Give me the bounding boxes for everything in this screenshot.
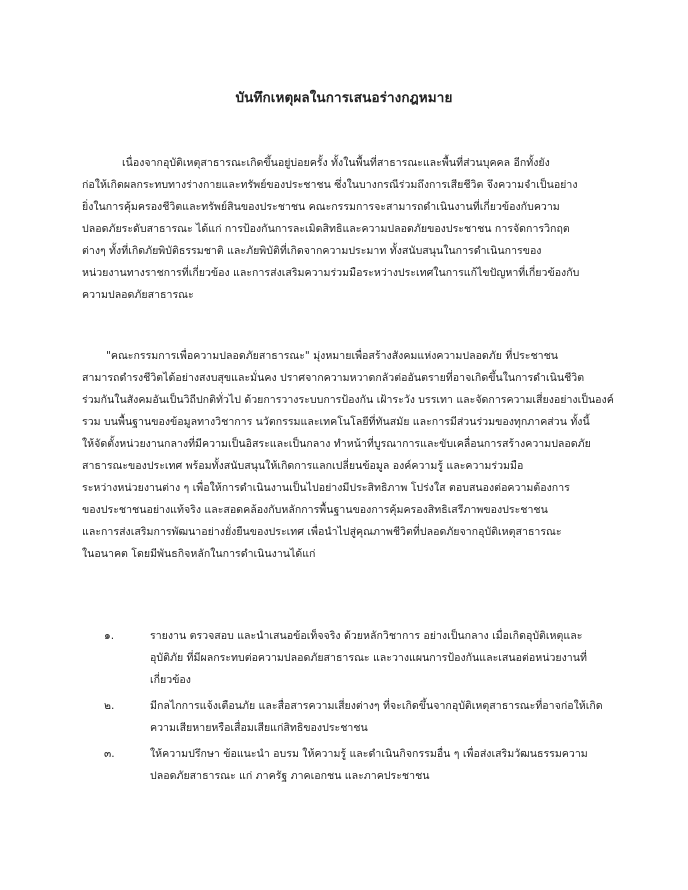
paragraph-line: ก่อให้เกิดผลกระทบทางร่างกายและทรัพย์ของประชาชน ซึ่งในบางกรณีร่วมถึงการเสียชีวิต จึงความจำเป็นอย่าง	[82, 179, 578, 191]
mission-number: ๑.	[104, 630, 115, 642]
paragraph-line: ปลอดภัยระดับสาธารณะ ได้แก่ การป้องกันการละเมิดสิทธิและความปลอดภัยของประชาชน การจัดการวิกฤต	[82, 223, 570, 235]
paragraph-line: รวม บนพื้นฐานของข้อมูลทางวิชาการ นวัตกรรมและเทคโนโลยีที่ทันสมัย และการมีส่วนร่วมของทุกภาคส่วน ทั้งนี้	[82, 416, 590, 428]
paragraph-line: ของประชาชนอย่างแท้จริง และสอดคล้องกับหลักการพื้นฐานของการคุ้มครองสิทธิเสรีภาพของประชาชน	[82, 504, 548, 516]
paragraph-line: ให้จัดตั้งหน่วยงานกลางที่มีความเป็นอิสระและเป็นกลาง ทำหน้าที่บูรณาการและขับเคลื่อนการสร้างความปลอดภัย	[82, 438, 591, 450]
mission-line: รายงาน ตรวจสอบ และนำเสนอข้อเท็จจริง ด้วยหลักวิชาการ อย่างเป็นกลาง เมื่อเกิดอุบัติเหตุและ	[150, 630, 583, 642]
mission-line: มีกลไกการแจ้งเตือนภัย และสื่อสารความเสี่ยงต่างๆ ที่จะเกิดขึ้นจากอุบัติเหตุสาธารณะที่อาจก่อให้เกิด	[150, 700, 603, 712]
mission-line: ปลอดภัยสาธารณะ แก่ ภาครัฐ ภาคเอกชน และภาคประชาชน	[150, 770, 430, 782]
paragraph-line: ในอนาคต โดยมีพันธกิจหลักในการดำเนินงานได้แก่	[82, 548, 316, 560]
document-title: บันทึกเหตุผลในการเสนอร่างกฎหมาย	[235, 90, 453, 106]
paragraph-line: ระหว่างหน่วยงานต่าง ๆ เพื่อให้การดำเนินงานเป็นไปอย่างมีประสิทธิภาพ โปร่งใส ตอบสนองต่อความต้องการ	[82, 482, 570, 494]
mission-line: ความเสียหายหรือเสื่อมเสียแก่สิทธิของประชาชน	[150, 722, 368, 734]
paragraph-line: เนื่องจากอุบัติเหตุสาธารณะเกิดขึ้นอยู่บ่อยครั้ง ทั้งในพื้นที่สาธารณะและพื้นที่ส่วนบุคคล อีกทั้งยัง	[122, 157, 550, 169]
mission-number: ๓.	[104, 748, 115, 760]
paragraph-line: ร่วมกันในสังคมอันเป็นวิถีปกติทั่วไป ด้วยการวางระบบการป้องกัน เฝ้าระวัง บรรเทา และจัดการความเสี่ยงอย่างเป็นองค์	[82, 394, 614, 406]
paragraph-line: ต่างๆ ทั้งที่เกิดภัยพิบัติธรรมชาติ และภัยพิบัติที่เกิดจากความประมาท ทั้งสนับสนุนในการดำเนินการของ	[82, 245, 542, 257]
paragraph-line: สาธารณะของประเทศ พร้อมทั้งสนับสนุนให้เกิดการแลกเปลี่ยนข้อมูล องค์ความรู้ และความร่วมมือ	[82, 460, 524, 472]
mission-line: ให้ความปรึกษา ข้อแนะนำ อบรม ให้ความรู้ และดำเนินกิจกรรมอื่น ๆ เพื่อส่งเสริมวัฒนธรรมความ	[150, 748, 588, 760]
mission-line: เกี่ยวข้อง	[150, 674, 191, 686]
mission-number: ๒.	[104, 700, 115, 712]
paragraph-line: หน่วยงานทางราชการที่เกี่ยวข้อง และการส่งเสริมความร่วมมือระหว่างประเทศในการแก้ไขปัญหาที่เกี่ยวข้องกับ	[82, 267, 580, 279]
paragraph-line: ยิ่งในการคุ้มครองชีวิตและทรัพย์สินของประชาชน คณะกรรมการจะสามารถดำเนินงานที่เกี่ยวข้องกับความ	[82, 201, 560, 213]
mission-line: อุบัติภัย ที่มีผลกระทบต่อความปลอดภัยสาธารณะ และวางแผนการป้องกันและเสนอต่อหน่วยงานที่	[150, 652, 587, 664]
paragraph-line: ความปลอดภัยสาธารณะ	[82, 289, 194, 301]
paragraph-line: และการส่งเสริมการพัฒนาอย่างยั่งยืนของประเทศ เพื่อนำไปสู่คุณภาพชีวิตที่ปลอดภัยจากอุบัติเหตุสาธารณะ	[82, 526, 562, 538]
paragraph-line: สามารถดำรงชีวิตได้อย่างสงบสุขและมั่นคง ปราศจากความหวาดกลัวต่ออันตรายที่อาจเกิดขึ้นในการดำเนินชีวิต	[82, 372, 585, 384]
paragraph-line: "คณะกรรมการเพื่อความปลอดภัยสาธารณะ" มุ่งหมายเพื่อสร้างสังคมแห่งความปลอดภัย ที่ประชาชน	[106, 350, 559, 362]
